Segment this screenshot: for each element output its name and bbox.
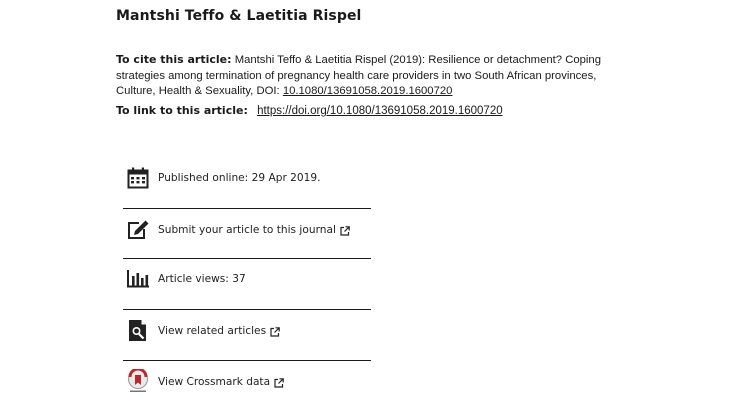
crossmark-link[interactable] (123, 362, 371, 402)
article-doi-url-link[interactable]: https://doi.org/10.1080/13691058.2019.1600720 (257, 105, 503, 117)
divider (123, 360, 371, 361)
external-link-icon (270, 322, 280, 341)
crossmark-icon (125, 369, 151, 395)
search-document-icon (125, 318, 151, 344)
external-link-icon (274, 373, 284, 392)
bar-chart-icon (125, 266, 151, 292)
calendar-icon (125, 165, 151, 191)
submit-article-text[interactable]: Submit your article to this journal (158, 224, 336, 236)
published-row (123, 158, 371, 198)
article-views-row (123, 259, 371, 299)
divider (123, 309, 371, 310)
divider (123, 208, 371, 209)
authors-heading: Mantshi Teffo & Laetitia Rispel (116, 8, 362, 24)
submit-article-link[interactable] (123, 210, 371, 250)
article-views-text: Article views: 37 (158, 273, 246, 285)
citation-text-line3: Culture, Health & Sexuality, DOI: (116, 85, 280, 97)
citation-label: To cite this article: (116, 53, 232, 66)
external-link-icon (340, 221, 350, 240)
citation-text-line2: strategies among termination of pregnancy health care providers in two South African provinces, (116, 69, 597, 82)
crossmark-text[interactable]: View Crossmark data (158, 376, 271, 388)
related-articles-link[interactable] (123, 311, 371, 351)
citation-block (116, 52, 676, 100)
citation-doi-link[interactable]: 10.1080/13691058.2019.1600720 (282, 85, 453, 97)
edit-icon (125, 217, 151, 243)
related-articles-text[interactable]: View related articles (158, 325, 267, 337)
article-link-block (116, 104, 503, 117)
published-date-text: Published online: 29 Apr 2019. (158, 172, 321, 184)
citation-text-line1: Mantshi Teffo & Laetitia Rispel (2019): Resilience or detachment? Coping (234, 54, 601, 66)
article-link-label: To link to this article: (116, 104, 248, 117)
